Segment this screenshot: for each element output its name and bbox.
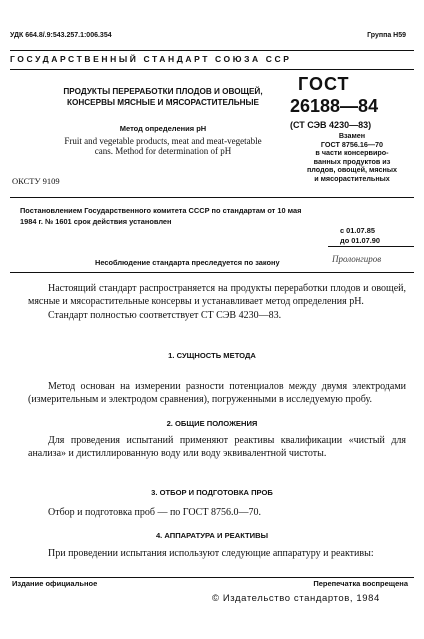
gost-label: ГОСТ <box>298 74 350 94</box>
heading-rule <box>10 69 414 70</box>
top-rule <box>10 50 414 51</box>
state-standard-heading: ГОСУДАРСТВЕННЫЙ СТАНДАРТ СОЮЗА ССР <box>10 54 292 64</box>
section-2-text: Для проведения испытаний применяют реактивы квалификации «чистый для анализа» и дистиллированную воду или воду эквивалентной чистоты. <box>28 435 406 460</box>
footer-rule <box>10 577 414 578</box>
replaced-part-1: в части консервиро- <box>315 148 389 158</box>
reprint-notice: Перепечатка воспрещена <box>313 579 408 588</box>
dates-underline <box>328 246 414 247</box>
validity-dates <box>340 226 380 246</box>
section-4-text: При проведении испытания используют следующие аппаратуру и реактивы: <box>48 548 374 559</box>
document-title <box>48 86 278 108</box>
sev-reference: (СТ СЭВ 4230—83) <box>290 120 372 130</box>
replaced-standard <box>290 132 414 184</box>
title-line-2: КОНСЕРВЫ МЯСНЫЕ И МЯСОРАСТИТЕЛЬНЫЕ <box>66 98 260 107</box>
replaced-doc: ГОСТ 8756.16—70 <box>320 139 384 149</box>
section-3-heading: 3. ОТБОР И ПОДГОТОВКА ПРОБ <box>151 488 273 497</box>
publisher-copyright: © Издательство стандартов, 1984 <box>212 593 380 604</box>
decree-line-1: Постановлением Государственного комитета СССР по стандартам от 10 мая <box>20 206 302 215</box>
decree-line-2: 1984 г. № 1601 срок действия установлен <box>20 216 172 226</box>
replaced-part-2: ванных продуктов из <box>313 156 391 166</box>
english-title <box>48 136 278 156</box>
intro-text: Настоящий стандарт распространяется на продукты переработки плодов и овощей, мясные и мясорастительные консервы и устанавливает метод определения рН. <box>28 283 406 308</box>
law-notice: Несоблюдение стандарта преследуется по закону <box>95 258 280 267</box>
english-title-line-2: cans. Method for determination of pH <box>94 146 232 156</box>
replaced-part-3: плодов, овощей, мясных <box>306 165 398 175</box>
date-to: до 01.07.90 <box>340 236 381 245</box>
replaced-label: Взамен <box>338 131 366 140</box>
gost-number: 26188—84 <box>290 96 379 116</box>
group-code: Группа Н59 <box>367 32 406 39</box>
okstu-code: ОКСТУ 9109 <box>12 176 60 186</box>
date-from: с 01.07.85 <box>340 226 375 235</box>
official-edition: Издание официальное <box>12 579 98 588</box>
replaced-part-4: и мясорастительных <box>314 173 390 183</box>
section-4-heading: 4. АППАРАТУРА И РЕАКТИВЫ <box>155 531 269 540</box>
decree-rule <box>10 272 414 273</box>
header-bottom-rule <box>10 197 414 198</box>
decree-text <box>20 206 414 227</box>
handwritten-note: Пролонгиров <box>332 254 382 264</box>
english-title-line-1: Fruit and vegetable products, meat and meat-vegetable <box>64 136 262 146</box>
udk-code: УДК 664.8/.9:543.257.1:006.354 <box>10 32 112 39</box>
section-2-heading: 2. ОБЩИЕ ПОЛОЖЕНИЯ <box>166 419 258 428</box>
method-title: Метод определения рН <box>119 124 207 133</box>
section-1-text: Метод основан на измерении разности потенциалов между двумя электродами (измерительным и электродом сравнения), погруженными в исследуемую пробу. <box>28 381 406 406</box>
intro-compliance: Стандарт полностью соответствует СТ СЭВ 4230—83. <box>48 309 282 321</box>
title-line-1: ПРОДУКТЫ ПЕРЕРАБОТКИ ПЛОДОВ И ОВОЩЕЙ, <box>63 87 263 96</box>
section-1-heading: 1. СУЩНОСТЬ МЕТОДА <box>168 351 256 360</box>
intro-paragraph <box>28 282 406 322</box>
section-3-text: Отбор и подготовка проб — по ГОСТ 8756.0—70. <box>48 507 261 518</box>
